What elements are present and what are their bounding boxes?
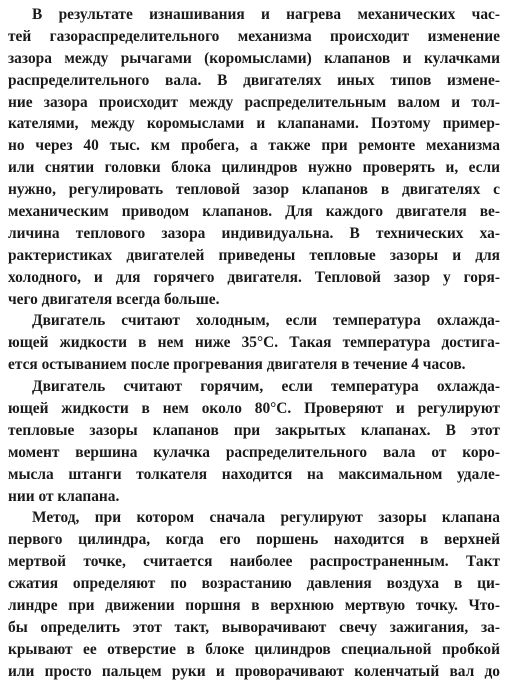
text-line: распределительного вала. В двигателях иных типов измене-	[8, 71, 500, 89]
text-line: механическим приводом клапанов. Для каждого двигателя ве-	[8, 203, 500, 221]
text-line: личина теплового зазора индивидуальна. В технических ха-	[8, 224, 500, 242]
text-line: или снятии головки блока цилиндров нужно проверять и, если	[8, 159, 500, 177]
text-line: холодного, и для горячего двигателя. Тепловой зазор у горя-	[8, 268, 500, 286]
text-line: линдре при движении поршня в верхнюю мертвую точку. Что-	[8, 597, 500, 615]
text-line: тей газораспределительного механизма происходит изменение	[8, 27, 500, 45]
text-line: или просто пальцем руки и проворачивают коленчатый вал до	[8, 662, 500, 680]
text-line: кателями, между коромыслами и клапанами. Поэтому пример-	[8, 115, 500, 133]
text-line: рактеристиках двигателей приведены тепловые зазоры и для	[8, 246, 500, 264]
text-line: Двигатель считают холодным, если температура охлажда-	[32, 312, 500, 330]
text-line: мысла штанги толкателя находится на максимальном удале-	[8, 465, 500, 483]
text-line: ние зазора происходит между распределительным валом и тол-	[8, 93, 500, 111]
text-line: нужно, регулировать тепловой зазор клапанов в двигателях с	[8, 181, 500, 199]
text-line: момент вершина кулачка распределительного вала от коро-	[8, 443, 500, 461]
text-line: тепловые зазоры клапанов при закрытых клапанах. В этот	[8, 421, 500, 439]
text-line: бы определить этот такт, выворачивают свечу зажигания, за-	[8, 618, 500, 636]
text-line: чего двигателя всегда больше.	[8, 290, 220, 308]
text-line: ется остыванием после прогревания двигателя в течение 4 часов.	[8, 356, 466, 374]
text-line: Двигатель считают горячим, если температура охлажда-	[32, 378, 500, 396]
text-line: мертвой точке, считается наиболее распространенным. Такт	[8, 553, 500, 571]
text-line: ющей жидкости в нем около 80°С. Проверяют и регулируют	[8, 400, 500, 418]
text-line: ющей жидкости в нем ниже 35°С. Такая температура достига-	[8, 334, 500, 352]
text-line: сжатия определяют по возрастанию давления воздуха в ци-	[8, 575, 500, 593]
text-line: но через 40 тыс. км пробега, а также при ремонте механизма	[8, 137, 500, 155]
text-line: нии от клапана.	[8, 487, 120, 505]
document-page	[8, 4, 500, 683]
text-line: зазора между рычагами (коромыслами) клапанов и кулачками	[8, 49, 500, 67]
text-line: первого цилиндра, когда его поршень находится в верхней	[8, 531, 500, 549]
text-line: В результате изнашивания и нагрева механических час-	[32, 6, 500, 23]
text-line: Метод, при котором сначала регулируют зазоры клапана	[32, 509, 500, 527]
text-line: крывают ее отверстие в блоке цилиндров специальной пробкой	[8, 640, 500, 658]
